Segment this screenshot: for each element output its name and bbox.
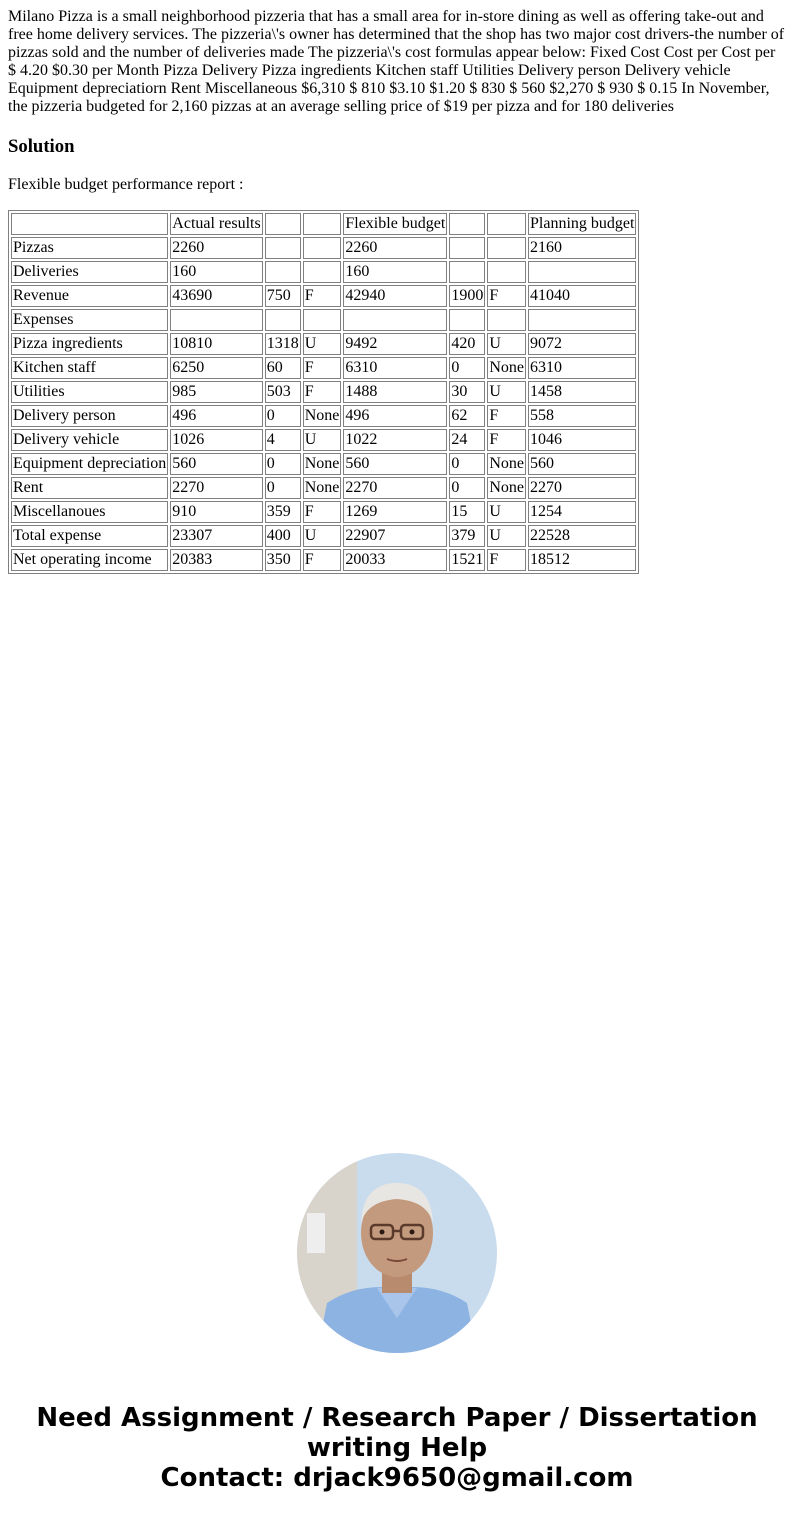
table-cell: 503 [265,381,301,403]
table-cell [449,309,485,331]
table-cell: 350 [265,549,301,571]
table-cell: U [487,333,526,355]
banner-line-2: writing Help [306,1433,488,1463]
table-cell [265,237,301,259]
table-cell: 30 [449,381,485,403]
table-cell: 496 [170,405,262,427]
table-cell [487,237,526,259]
table-cell: F [487,285,526,307]
table-cell: 1521 [449,549,485,571]
table-cell: 43690 [170,285,262,307]
table-cell: F [487,405,526,427]
table-cell: 2260 [343,237,447,259]
table-cell: 1488 [343,381,447,403]
contact-banner [0,1403,794,1493]
table-cell [303,237,342,259]
problem-statement: Milano Pizza is a small neighborhood pizzeria that has a small area for in-store dining as well as offering take-out and free home delivery services. The pizzeria\'s owner has determined that the shop has two major cost drivers-the number of pizzas sold and the number of deliveries made The pizzeria\'s cost formulas appear below: Fixed Cost Cost per Cost per $ 4.20 $0.30 per Month Pizza Delivery Pizza ingredients Kitchen staff Utilities Delivery person Delivery vehicle Equipment depreciatiorn Rent Miscellaneous $6,310 $ 810 $3.10 $1.20 $ 830 $ 560 $2,270 $ 930 $ 0.15 In November, the pizzeria budgeted for 2,160 pizzas at an average selling price of $19 per pizza and for 180 deliveries [8,8,785,115]
table-cell: 160 [170,261,262,283]
table-cell [170,309,262,331]
table-cell: None [487,477,526,499]
table-cell: 1254 [528,501,636,523]
table-cell: None [303,453,342,475]
table-cell [449,213,485,235]
table-cell: 2270 [170,477,262,499]
table-row [11,333,636,355]
table-row [11,261,636,283]
table-cell: 24 [449,429,485,451]
table-cell: 18512 [528,549,636,571]
table-cell: 1458 [528,381,636,403]
table-cell [528,309,636,331]
table-cell: 560 [170,453,262,475]
table-cell: Actual results [170,213,262,235]
table-cell: 910 [170,501,262,523]
table-cell: 62 [449,405,485,427]
table-cell: 9492 [343,333,447,355]
table-cell: 6310 [343,357,447,379]
table-cell: None [303,405,342,427]
table-row [11,285,636,307]
table-cell: U [487,501,526,523]
table-cell: 0 [265,477,301,499]
table-cell [303,309,342,331]
banner-contact-line: Contact: drjack9650@gmail.com [160,1463,634,1493]
table-cell: Utilities [11,381,168,403]
table-cell: 0 [265,453,301,475]
table-cell: U [487,525,526,547]
table-cell: 1022 [343,429,447,451]
table-cell: F [487,429,526,451]
table-cell: F [303,357,342,379]
table-cell: None [303,477,342,499]
table-row [11,549,636,571]
person-photo-icon [297,1153,497,1353]
table-cell: Delivery vehicle [11,429,168,451]
table-cell: Planning budget [528,213,636,235]
table-cell: 0 [265,405,301,427]
table-cell: None [487,357,526,379]
document-body [0,0,794,574]
table-cell: 0 [449,357,485,379]
table-cell: 2270 [343,477,447,499]
table-cell: 558 [528,405,636,427]
table-cell: 6250 [170,357,262,379]
table-row [11,237,636,259]
table-row [11,429,636,451]
table-row [11,405,636,427]
table-cell: 359 [265,501,301,523]
table-cell: Deliveries [11,261,168,283]
table-cell: 41040 [528,285,636,307]
table-row [11,357,636,379]
table-cell: 10810 [170,333,262,355]
table-cell: U [487,381,526,403]
table-cell [343,309,447,331]
table-cell: 985 [170,381,262,403]
table-cell: U [303,525,342,547]
table-cell: 20383 [170,549,262,571]
table-cell: Flexible budget [343,213,447,235]
banner-line-1: Need Assignment / Research Paper / Dissertation [36,1403,758,1433]
table-cell [265,261,301,283]
table-cell: Delivery person [11,405,168,427]
table-cell: F [303,549,342,571]
table-cell: 15 [449,501,485,523]
table-cell: 1269 [343,501,447,523]
table-cell: Total expense [11,525,168,547]
table-cell [528,261,636,283]
table-row [11,309,636,331]
table-cell: 6310 [528,357,636,379]
table-cell: F [303,285,342,307]
table-cell [265,309,301,331]
table-cell [487,261,526,283]
table-cell [303,213,342,235]
table-cell: 4 [265,429,301,451]
table-cell: Revenue [11,285,168,307]
solution-heading: Solution [8,136,75,157]
table-cell: Net operating income [11,549,168,571]
table-row [11,453,636,475]
table-cell: 23307 [170,525,262,547]
table-cell: Miscellanoues [11,501,168,523]
table-cell [11,213,168,235]
table-cell: F [303,501,342,523]
table-cell [487,309,526,331]
table-cell: 1900 [449,285,485,307]
table-cell: 2270 [528,477,636,499]
table-cell: U [303,333,342,355]
table-cell: 160 [343,261,447,283]
table-cell: 1318 [265,333,301,355]
table-cell: 2160 [528,237,636,259]
table-cell [449,261,485,283]
table-cell: 496 [343,405,447,427]
table-cell: 1046 [528,429,636,451]
table-cell: 750 [265,285,301,307]
table-cell: 60 [265,357,301,379]
table-cell: None [487,453,526,475]
table-cell: 2260 [170,237,262,259]
table-cell: 379 [449,525,485,547]
table-cell: Pizzas [11,237,168,259]
table-cell: 22907 [343,525,447,547]
table-row [11,525,636,547]
table-cell: Rent [11,477,168,499]
table-cell: 1026 [170,429,262,451]
table-cell: F [303,381,342,403]
table-row [11,501,636,523]
table-row [11,381,636,403]
table-cell: 560 [343,453,447,475]
table-cell: Expenses [11,309,168,331]
table-cell: 0 [449,453,485,475]
table-cell [303,261,342,283]
solution-intro: Flexible budget performance report : [8,176,244,193]
table-cell: 42940 [343,285,447,307]
table-cell [265,213,301,235]
table-cell: F [487,549,526,571]
table-row [11,477,636,499]
table-cell: Kitchen staff [11,357,168,379]
author-photo [297,1153,497,1353]
table-cell [449,237,485,259]
table-row [11,213,636,235]
table-cell [487,213,526,235]
table-cell: 20033 [343,549,447,571]
table-cell: 9072 [528,333,636,355]
table-cell: 420 [449,333,485,355]
flexible-budget-table [8,210,639,574]
table-cell: 400 [265,525,301,547]
table-cell: 22528 [528,525,636,547]
table-cell: Pizza ingredients [11,333,168,355]
table-cell: Equipment depreciation [11,453,168,475]
table-cell: 560 [528,453,636,475]
table-cell: U [303,429,342,451]
table-cell: 0 [449,477,485,499]
